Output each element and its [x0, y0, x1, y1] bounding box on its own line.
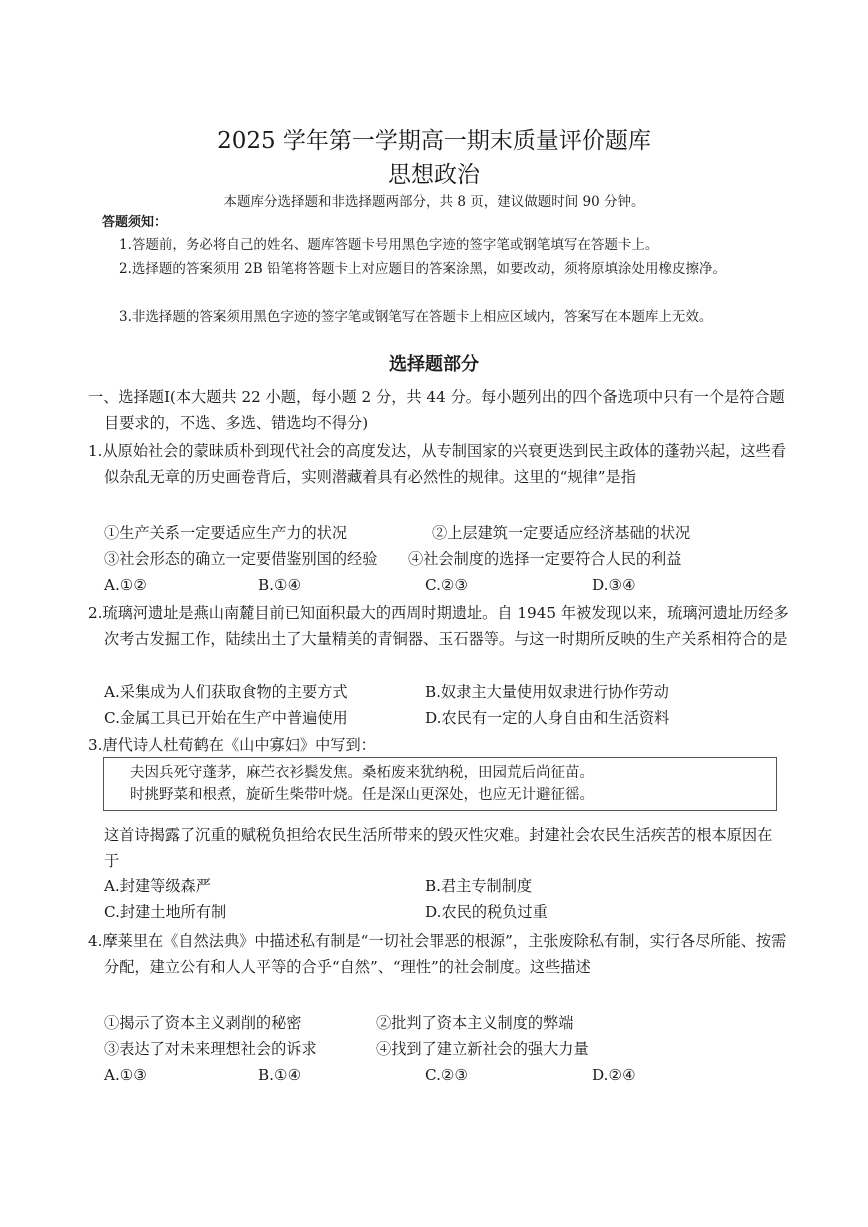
question-3-followup: 这首诗揭露了沉重的赋税负担给农民生活所带来的毁灭性灾难。封建社会农民生活疾苦的根本原因在于 — [104, 826, 773, 870]
q1-item-1: ①生产关系一定要适应生产力的状况 — [104, 524, 347, 542]
exam-title: 2025 学年第一学期高一期末质量评价题库 — [217, 128, 651, 154]
exam-intro: 本题库分选择题和非选择题两部分，共 8 页，建议做题时间 90 分钟。 — [223, 194, 645, 210]
q3-option-c: C.封建土地所有制 — [104, 903, 227, 921]
subject-title: 思想政治 — [388, 162, 480, 188]
q2-option-d: D.农民有一定的人身自由和生活资料 — [425, 709, 670, 727]
q2-option-a: A.采集成为人们获取食物的主要方式 — [104, 683, 348, 701]
q2-option-b: B.奴隶主大量使用奴隶进行协作劳动 — [425, 683, 669, 701]
section-title: 选择题部分 — [389, 354, 479, 375]
poem-line: 夫因兵死守蓬茅，麻苎衣衫鬓发焦。桑柘废来犹纳税，田园荒后尚征苗。 — [130, 765, 594, 781]
poem-box — [103, 757, 777, 811]
q1-option-d: D.③④ — [592, 576, 636, 594]
notice-item: 1.答题前，务必将自己的姓名、题库答题卡号用黑色字迹的签字笔或钢笔填写在答题卡上。 — [119, 237, 659, 253]
q4-item-3: ③表达了对未来理想社会的诉求 — [104, 1040, 317, 1058]
q3-option-a: A.封建等级森严 — [104, 877, 211, 895]
question-2-stem: 2.琉璃河遗址是燕山南麓目前已知面积最大的西周时期遗址。自 1945 年被发现以来，琉璃河遗址历经多次考古发掘工作，陆续出土了大量精美的青铜器、玉石器等。与这一时期所反映的生产关系相符合的是 — [88, 604, 789, 648]
question-4-stem: 4.摩莱里在《自然法典》中描述私有制是“一切社会罪恶的根源”，主张废除私有制，实行各尽所能、按需分配，建立公有和人人平等的合乎“自然”、“理性”的社会制度。这些描述 — [88, 932, 787, 976]
q1-item-3: ③社会形态的确立一定要借鉴别国的经验 — [104, 550, 378, 568]
q4-option-a: A.①③ — [104, 1066, 148, 1084]
q4-option-c: C.②③ — [425, 1066, 469, 1084]
q1-option-b: B.①④ — [258, 576, 302, 594]
question-1-stem: 1.从原始社会的蒙昧质朴到现代社会的高度发达，从专制国家的兴衰更迭到民主政体的蓬勃兴起，这些看似杂乱无章的历史画卷背后，实则潜藏着具有必然性的规律。这里的“规律”是指 — [88, 442, 786, 486]
q1-option-c: C.②③ — [425, 576, 469, 594]
q4-item-2: ②批判了资本主义制度的弊端 — [376, 1014, 574, 1032]
question-3-stem: 3.唐代诗人杜荀鹤在《山中寡妇》中写到： — [88, 736, 376, 754]
q4-item-1: ①揭示了资本主义剥削的秘密 — [104, 1014, 302, 1032]
q1-option-a: A.①② — [104, 576, 148, 594]
q4-option-b: B.①④ — [258, 1066, 302, 1084]
q3-option-d: D.农民的税负过重 — [425, 903, 548, 921]
q3-option-b: B.君主专制制度 — [425, 877, 533, 895]
poem-line: 时挑野菜和根煮，旋斫生柴带叶烧。任是深山更深处，也应无计避征徭。 — [130, 787, 594, 803]
q4-option-d: D.②④ — [592, 1066, 636, 1084]
q2-option-c: C.金属工具已开始在生产中普遍使用 — [104, 709, 348, 727]
notice-item: 2.选择题的答案须用 2B 铅笔将答题卡上对应题目的答案涂黑，如要改动，须将原填涂处用橡皮擦净。 — [119, 261, 726, 277]
q1-item-4: ④社会制度的选择一定要符合人民的利益 — [408, 550, 682, 568]
notice-item: 3.非选择题的答案须用黑色字迹的签字笔或钢笔写在答题卡上相应区域内，答案写在本题库上无效。 — [119, 309, 713, 325]
q1-item-2: ②上层建筑一定要适应经济基础的状况 — [432, 524, 691, 542]
part-intro: 一、选择题Ⅰ(本大题共 22 小题，每小题 2 分，共 44 分。每小题列出的四个备选项中只有一个是符合题目要求的，不选、多选、错选均不得分) — [88, 388, 785, 432]
notice-heading: 答题须知： — [102, 215, 168, 230]
q4-item-4: ④找到了建立新社会的强大力量 — [376, 1040, 589, 1058]
